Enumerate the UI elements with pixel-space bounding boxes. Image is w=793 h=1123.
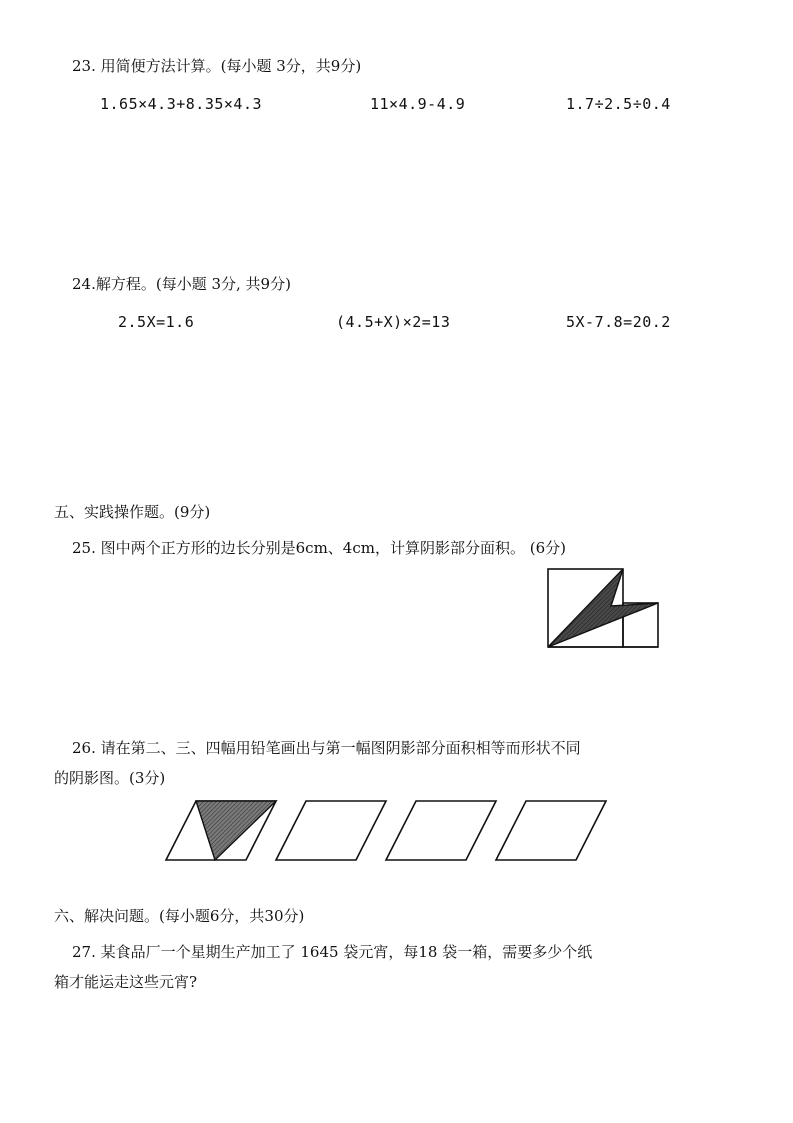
q27-line-1: 27. 某食品厂一个星期生产加工了 1645 袋元宵，每18 袋一箱，需要多少个纸 [72, 943, 593, 961]
q26-parallelogram-4 [496, 801, 606, 860]
q23-expr-3: 1.7÷2.5÷0.4 [566, 95, 671, 113]
q26-line-2: 的阴影图。(3分) [54, 769, 166, 787]
q24-eq-3: 5X-7.8=20.2 [566, 313, 671, 331]
q25-title: 25. 图中两个正方形的边长分别是6cm、4cm，计算阴影部分面积。 (6分) [72, 539, 566, 557]
q25-squares-figure [545, 566, 665, 650]
q23-expr-2: 11×4.9-4.9 [370, 95, 466, 113]
q23-title: 23. 用简便方法计算。(每小题 3分，共9分) [72, 57, 362, 75]
q25-shaded-region [548, 569, 658, 647]
q23-expr-1: 1.65×4.3+8.35×4.3 [100, 95, 263, 113]
section-5-title: 五、实践操作题。(9分) [54, 503, 211, 521]
q24-eq-2: (4.5+X)×2=13 [336, 313, 451, 331]
section-6-title: 六、解决问题。(每小题6分，共30分) [54, 907, 305, 925]
q26-parallelograms-figure [160, 798, 612, 864]
q26-shaded-triangle [196, 801, 276, 860]
q26-parallelogram-3 [386, 801, 496, 860]
q26-parallelogram-2 [276, 801, 386, 860]
q26-line-1: 26. 请在第二、三、四幅用铅笔画出与第一幅图阴影部分面积相等而形状不同 [72, 739, 581, 757]
q24-eq-1: 2.5X=1.6 [118, 313, 195, 331]
q24-title: 24.解方程。(每小题 3分, 共9分) [72, 275, 291, 293]
q27-line-2: 箱才能运走这些元宵? [54, 973, 198, 991]
